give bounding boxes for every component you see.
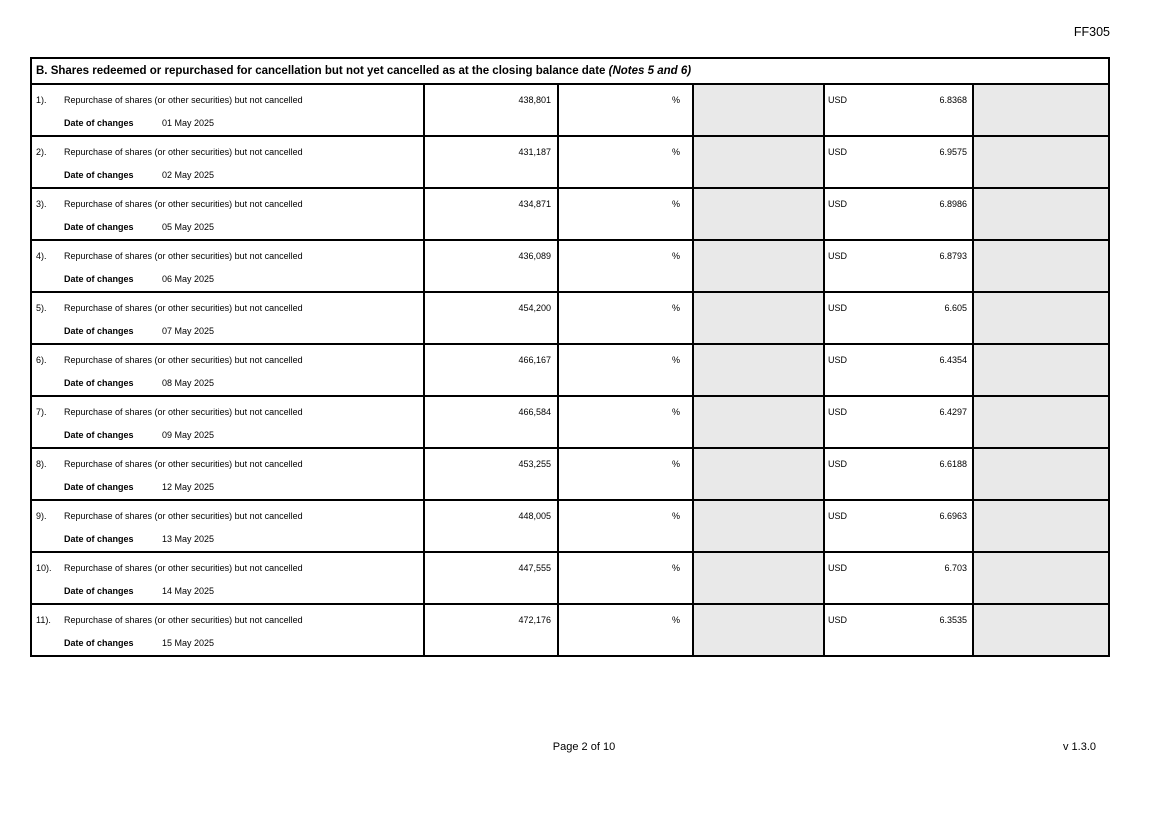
date-of-changes-label: Date of changes <box>64 170 134 180</box>
table-body <box>32 85 1108 655</box>
date-of-changes-label: Date of changes <box>64 534 134 544</box>
description-cell <box>32 85 423 135</box>
date-of-changes-label: Date of changes <box>64 378 134 388</box>
date-of-changes-label: Date of changes <box>64 274 134 284</box>
price-value: 6.703 <box>944 563 967 573</box>
percent-symbol: % <box>671 459 680 469</box>
shares-cell <box>423 449 557 499</box>
currency-label: USD <box>828 147 848 157</box>
shares-value: 436,089 <box>518 251 551 261</box>
shaded-field-cell-right <box>972 241 1108 291</box>
shares-cell <box>423 293 557 343</box>
row-index: 6). <box>36 355 47 365</box>
table-row <box>32 397 1108 449</box>
price-cell <box>823 189 972 239</box>
row-index: 11). <box>36 615 51 625</box>
row-index: 10). <box>36 563 52 573</box>
shares-cell <box>423 189 557 239</box>
shares-value: 472,176 <box>518 615 551 625</box>
form-version: v 1.3.0 <box>1062 741 1096 753</box>
row-index: 8). <box>36 459 47 469</box>
description-cell <box>32 553 423 603</box>
shaded-field-cell-left <box>692 85 823 135</box>
row-description: Repurchase of shares (or other securities) but not cancelled <box>64 303 303 313</box>
description-cell <box>32 137 423 187</box>
table-row <box>32 189 1108 241</box>
date-of-changes-value: 07 May 2025 <box>162 326 215 336</box>
date-of-changes-value: 02 May 2025 <box>162 170 215 180</box>
shaded-field-cell-left <box>692 345 823 395</box>
table-row <box>32 137 1108 189</box>
shaded-field-cell-left <box>692 397 823 447</box>
table-row <box>32 345 1108 397</box>
date-of-changes-label: Date of changes <box>64 222 134 232</box>
shares-cell <box>423 501 557 551</box>
description-cell <box>32 345 423 395</box>
description-cell <box>32 397 423 447</box>
price-value: 6.8793 <box>939 251 967 261</box>
row-description: Repurchase of shares (or other securities) but not cancelled <box>64 251 303 261</box>
row-description: Repurchase of shares (or other securities) but not cancelled <box>64 147 303 157</box>
price-cell <box>823 501 972 551</box>
currency-label: USD <box>828 95 848 105</box>
price-value: 6.9575 <box>939 147 967 157</box>
row-description: Repurchase of shares (or other securities) but not cancelled <box>64 615 303 625</box>
row-index: 7). <box>36 407 47 417</box>
percent-symbol: % <box>671 355 680 365</box>
form-code: FF305 <box>1073 25 1110 39</box>
percent-cell <box>557 449 692 499</box>
shares-value: 447,555 <box>518 563 551 573</box>
shares-value: 448,005 <box>518 511 551 521</box>
price-cell <box>823 449 972 499</box>
shares-cell <box>423 137 557 187</box>
shaded-field-cell-right <box>972 137 1108 187</box>
table-row <box>32 241 1108 293</box>
date-of-changes-value: 05 May 2025 <box>162 222 215 232</box>
percent-cell <box>557 241 692 291</box>
shares-cell <box>423 605 557 655</box>
row-index: 1). <box>36 95 47 105</box>
shaded-field-cell-left <box>692 605 823 655</box>
currency-label: USD <box>828 615 848 625</box>
currency-label: USD <box>828 511 848 521</box>
shares-value: 466,167 <box>518 355 551 365</box>
shares-value: 453,255 <box>518 459 551 469</box>
shaded-field-cell-right <box>972 397 1108 447</box>
shaded-field-cell-right <box>972 449 1108 499</box>
shares-value: 434,871 <box>518 199 551 209</box>
description-cell <box>32 605 423 655</box>
percent-symbol: % <box>671 251 680 261</box>
shares-cell <box>423 397 557 447</box>
date-of-changes-value: 15 May 2025 <box>162 638 215 648</box>
price-value: 6.6188 <box>939 459 967 469</box>
shaded-field-cell-right <box>972 293 1108 343</box>
shaded-field-cell-right <box>972 553 1108 603</box>
percent-cell <box>557 605 692 655</box>
shaded-field-cell-right <box>972 501 1108 551</box>
page-number: Page 2 of 10 <box>552 741 616 753</box>
date-of-changes-value: 08 May 2025 <box>162 378 215 388</box>
percent-symbol: % <box>671 615 680 625</box>
shaded-field-cell-left <box>692 189 823 239</box>
percent-symbol: % <box>671 407 680 417</box>
currency-label: USD <box>828 199 848 209</box>
row-index: 3). <box>36 199 47 209</box>
description-cell <box>32 501 423 551</box>
price-value: 6.8986 <box>939 199 967 209</box>
price-cell <box>823 85 972 135</box>
row-index: 9). <box>36 511 47 521</box>
price-value: 6.6963 <box>939 511 967 521</box>
row-description: Repurchase of shares (or other securities) but not cancelled <box>64 563 303 573</box>
percent-symbol: % <box>671 95 680 105</box>
shares-cell <box>423 85 557 135</box>
price-cell <box>823 397 972 447</box>
description-cell <box>32 449 423 499</box>
currency-label: USD <box>828 303 848 313</box>
shares-value: 438,801 <box>518 95 551 105</box>
row-index: 2). <box>36 147 47 157</box>
shares-value: 431,187 <box>518 147 551 157</box>
price-value: 6.4297 <box>939 407 967 417</box>
percent-cell <box>557 189 692 239</box>
price-value: 6.4354 <box>939 355 967 365</box>
date-of-changes-label: Date of changes <box>64 638 134 648</box>
date-of-changes-label: Date of changes <box>64 118 134 128</box>
date-of-changes-value: 06 May 2025 <box>162 274 215 284</box>
date-of-changes-value: 13 May 2025 <box>162 534 215 544</box>
table-row <box>32 553 1108 605</box>
row-description: Repurchase of shares (or other securities) but not cancelled <box>64 511 303 521</box>
date-of-changes-label: Date of changes <box>64 326 134 336</box>
row-description: Repurchase of shares (or other securities) but not cancelled <box>64 355 303 365</box>
row-index: 4). <box>36 251 47 261</box>
shaded-field-cell-right <box>972 189 1108 239</box>
percent-cell <box>557 137 692 187</box>
date-of-changes-label: Date of changes <box>64 482 134 492</box>
percent-symbol: % <box>671 199 680 209</box>
currency-label: USD <box>828 251 848 261</box>
shaded-field-cell-left <box>692 449 823 499</box>
percent-cell <box>557 397 692 447</box>
date-of-changes-value: 12 May 2025 <box>162 482 215 492</box>
percent-cell <box>557 345 692 395</box>
price-cell <box>823 241 972 291</box>
row-index: 5). <box>36 303 47 313</box>
percent-symbol: % <box>671 303 680 313</box>
shaded-field-cell-left <box>692 293 823 343</box>
shares-value: 454,200 <box>518 303 551 313</box>
row-description: Repurchase of shares (or other securities) but not cancelled <box>64 459 303 469</box>
percent-cell <box>557 553 692 603</box>
percent-symbol: % <box>671 563 680 573</box>
shares-value: 466,584 <box>518 407 551 417</box>
shaded-field-cell-right <box>972 85 1108 135</box>
description-cell <box>32 241 423 291</box>
price-cell <box>823 137 972 187</box>
shaded-field-cell-left <box>692 501 823 551</box>
date-of-changes-value: 01 May 2025 <box>162 118 215 128</box>
price-value: 6.605 <box>944 303 967 313</box>
row-description: Repurchase of shares (or other securities) but not cancelled <box>64 95 303 105</box>
date-of-changes-value: 09 May 2025 <box>162 430 215 440</box>
description-cell <box>32 293 423 343</box>
table-row <box>32 85 1108 137</box>
currency-label: USD <box>828 407 848 417</box>
shaded-field-cell-left <box>692 137 823 187</box>
section-b-header <box>32 59 1108 85</box>
currency-label: USD <box>828 355 848 365</box>
shares-cell <box>423 241 557 291</box>
percent-symbol: % <box>671 511 680 521</box>
price-cell <box>823 293 972 343</box>
shaded-field-cell-left <box>692 241 823 291</box>
percent-cell <box>557 85 692 135</box>
price-cell <box>823 605 972 655</box>
shares-cell <box>423 553 557 603</box>
percent-cell <box>557 293 692 343</box>
row-description: Repurchase of shares (or other securities) but not cancelled <box>64 407 303 417</box>
row-description: Repurchase of shares (or other securities) but not cancelled <box>64 199 303 209</box>
table-row <box>32 501 1108 553</box>
description-cell <box>32 189 423 239</box>
shaded-field-cell-right <box>972 345 1108 395</box>
table-row <box>32 605 1108 655</box>
price-value: 6.3535 <box>939 615 967 625</box>
section-b-table <box>30 57 1110 657</box>
currency-label: USD <box>828 563 848 573</box>
price-cell <box>823 345 972 395</box>
percent-symbol: % <box>671 147 680 157</box>
section-b-title: B. Shares redeemed or repurchased for cancellation but not yet cancelled as at the closing balance date <box>36 65 609 77</box>
shaded-field-cell-left <box>692 553 823 603</box>
price-value: 6.8368 <box>939 95 967 105</box>
percent-cell <box>557 501 692 551</box>
currency-label: USD <box>828 459 848 469</box>
price-cell <box>823 553 972 603</box>
table-row <box>32 449 1108 501</box>
section-b-title-notes: (Notes 5 and 6) <box>608 65 692 77</box>
shares-cell <box>423 345 557 395</box>
date-of-changes-label: Date of changes <box>64 586 134 596</box>
date-of-changes-label: Date of changes <box>64 430 134 440</box>
table-row <box>32 293 1108 345</box>
date-of-changes-value: 14 May 2025 <box>162 586 215 596</box>
shaded-field-cell-right <box>972 605 1108 655</box>
